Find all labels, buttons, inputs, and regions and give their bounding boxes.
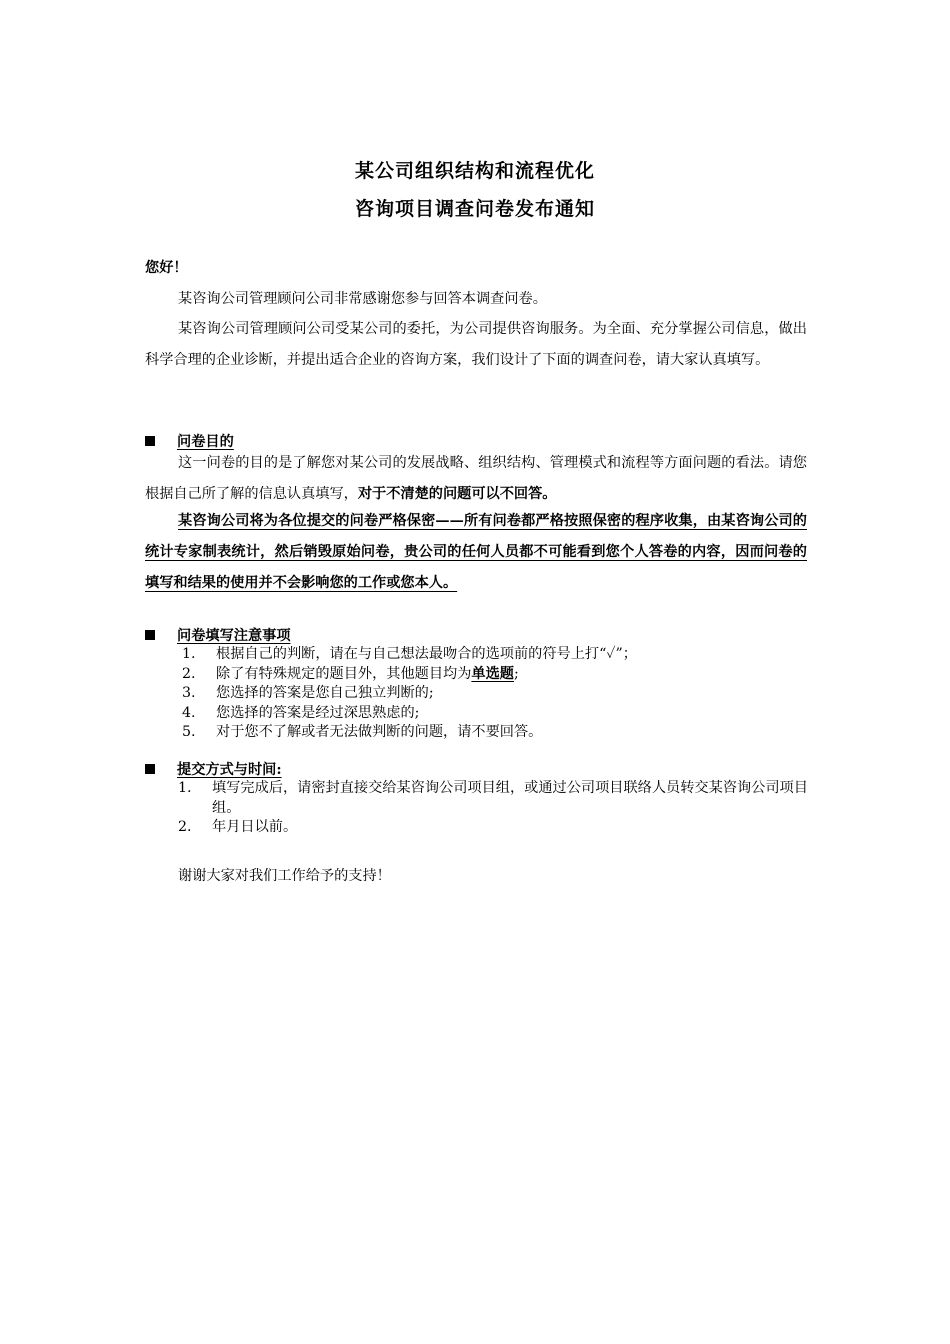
section-heading-submission [145,759,282,779]
confidentiality-text: 某咨询公司将为各位提交的问卷严格保密——所有问卷都严格按照保密的程序收集，由某咨询公司的统计专家制表统计，然后销毁原始问卷，贵公司的任何人员都不可能看到您个人答卷的内容，因而问卷的填写和结果的使用并不会影响您的工作或您本人。 [145,513,807,591]
square-bullet-icon [145,436,155,446]
intro-paragraph-2 [145,314,807,376]
list-item-text [216,665,808,685]
page-title: 某公司组织结构和流程优化 [354,160,595,182]
confidentiality-paragraph [145,506,807,599]
submission-list [178,779,808,838]
section-heading-label: 问卷目的 [177,434,234,450]
list-item [178,665,808,685]
intro-text-2: 某咨询公司管理顾问公司受某公司的委托，为公司提供咨询服务。为全面、充分掌握公司信息，做出科学合理的企业诊断，并提出适合企业的咨询方案，我们设计了下面的调查问卷，请大家认真填写。 [145,321,807,368]
list-item-number: 1. [182,646,196,662]
list-item-text: 您选择的答案是您自己独立判断的; [216,685,434,702]
list-item-number: 1. [178,780,192,796]
list-item-emphasis: 单选题 [471,665,514,682]
purpose-emphasis: 对于不清楚的问题可以不回答。 [357,486,557,502]
list-item-text: 根据自己的判断，请在与自己想法最吻合的选项前的符号上打“✓”； [216,646,637,662]
section-heading-label: 提交方式与时间: [177,762,282,778]
list-item-number: 2. [182,665,196,682]
list-item-text: 对于您不了解或者无法做判断的问题，请不要回答。 [216,724,543,741]
list-item [178,645,808,665]
square-bullet-icon [145,764,155,774]
list-item-text: 您选择的答案是经过深思熟虑的; [216,704,420,721]
closing-remark: 谢谢大家对我们工作给予的支持！ [178,868,391,884]
list-item [178,723,808,743]
intro-text-1: 某咨询公司管理顾问公司非常感谢您参与回答本调查问卷。 [178,291,547,307]
greeting: 您好！ [145,260,188,276]
page-subtitle: 咨询项目调查问卷发布通知 [354,198,595,220]
list-item-number: 4. [182,704,196,721]
list-item [178,684,808,704]
list-item-text-after: ; [513,665,519,682]
list-item-number: 5. [182,724,196,741]
square-bullet-icon [145,630,155,640]
list-item [178,818,808,838]
list-item [178,704,808,724]
section-heading-label: 问卷填写注意事项 [177,628,291,644]
purpose-paragraph-1 [145,448,807,510]
list-item-text-before: 除了有特殊规定的题目外，其他题目均为 [216,665,472,682]
list-item-text: 年月日以前。 [212,819,298,836]
list-item-number: 3. [182,685,196,702]
purpose-text: 这一问卷的目的是了解您对某公司的发展战略、组织结构、管理模式和流程等方面问题的看法。请您根据自己所了解的信息认真填写， [145,455,807,502]
list-item-number: 2. [178,819,192,836]
list-item [178,779,808,818]
intro-paragraph-1 [145,284,807,315]
list-item-text: 填写完成后，请密封直接交给某咨询公司项目组，或通过公司项目联络人员转交某咨询公司项目组。 [212,780,808,816]
section-heading-notes [145,625,291,645]
notes-list [178,645,808,743]
